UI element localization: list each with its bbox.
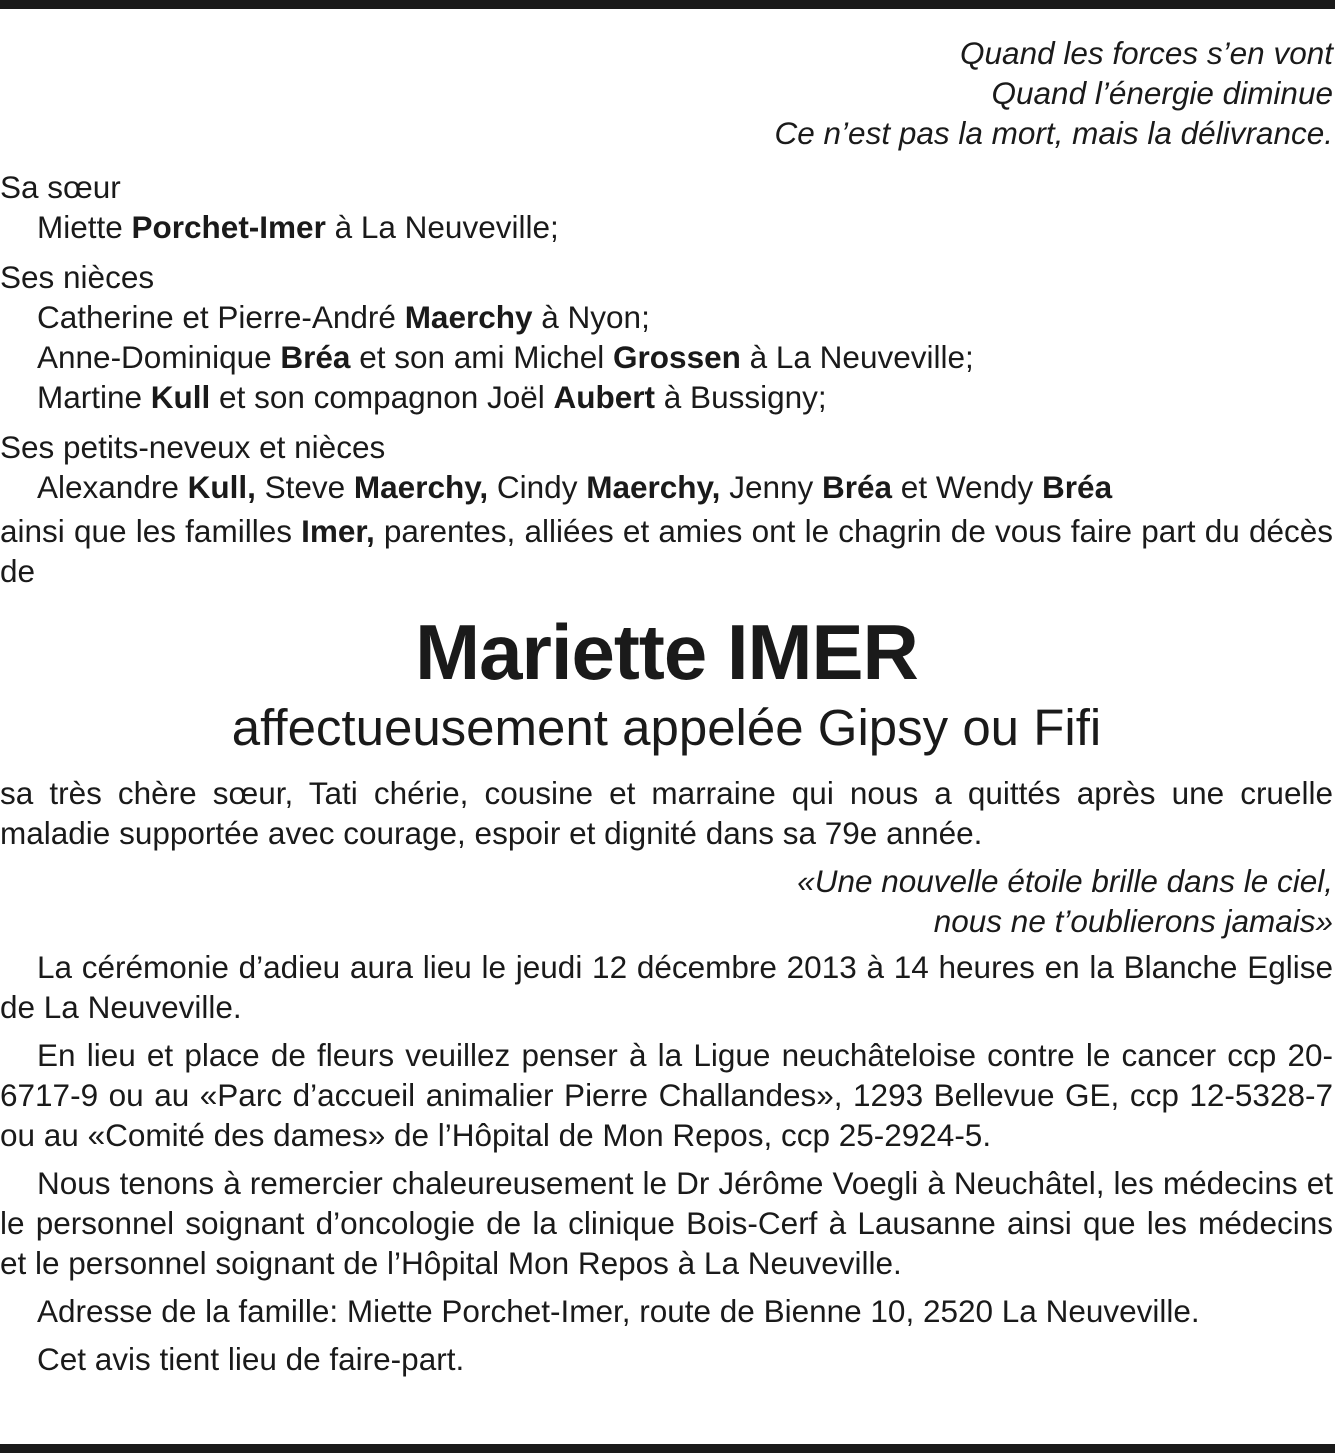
text-run: à La Neuveville;	[740, 339, 974, 375]
donation-paragraph: En lieu et place de fleurs veuillez penser à la Ligue neuchâteloise contre le cancer ccp 20-6717-9 ou au «Parc d’accueil animalier Pierre Challandes», 1293 Bellevue GE, ccp 12-5328-7 ou au «Comité des dames» de l’Hôpital de Mon Repos, ccp 25-2924-5.	[0, 1037, 1333, 1153]
family-group-heading: Ses petits-neveux et nièces	[0, 429, 386, 465]
family-group	[0, 257, 1333, 417]
surname-bold: Imer,	[301, 513, 375, 549]
opening-poem	[0, 33, 1333, 153]
family-group-heading: Ses nièces	[0, 259, 155, 295]
text-run: Martine	[37, 379, 151, 415]
surname-bold: Bréa	[1042, 469, 1113, 505]
quote-line: «Une nouvelle étoile brille dans le ciel,	[797, 863, 1333, 899]
surname-bold: Kull,	[187, 469, 256, 505]
text-run: et Wendy	[892, 469, 1043, 505]
top-rule	[0, 0, 1335, 9]
text-run: et son compagnon Joël	[210, 379, 554, 415]
text-run: Steve	[255, 469, 354, 505]
text-run: Alexandre	[37, 469, 188, 505]
poem-line: Ce n’est pas la mort, mais la délivrance.	[774, 115, 1333, 151]
surname-bold: Maerchy	[404, 299, 533, 335]
surname-bold: Porchet-Imer	[131, 209, 326, 245]
family-member-line	[0, 467, 1333, 507]
thanks-paragraph: Nous tenons à remercier chaleureusement le Dr Jérôme Voegli à Neuchâtel, les médecins et le personnel soignant d’oncologie de la clinique Bois-Cerf à Lausanne ainsi que les médecins et le personnel soignant de l’Hôpital Mon Repos à La Neuveville.	[0, 1165, 1333, 1281]
text-run: Anne-Dominique	[37, 339, 281, 375]
deceased-description: sa très chère sœur, Tati chérie, cousine et marraine qui nous a quittés après une cruelle maladie supportée avec courage, espoir et dignité dans sa 79e année.	[0, 775, 1333, 851]
text-run: Jenny	[720, 469, 822, 505]
family-list	[0, 167, 1333, 507]
deceased-nickname: affectueusement appelée Gipsy ou Fifi	[231, 699, 1102, 756]
text-run: parentes, alliées et amies ont le chagrin de vous faire part du décès de	[0, 513, 1333, 589]
surname-bold: Grossen	[613, 339, 741, 375]
announcement-text	[0, 511, 1333, 591]
family-group	[0, 427, 1333, 507]
text-run: à La Neuveville;	[325, 209, 559, 245]
poem-line: Quand les forces s’en vont	[960, 35, 1333, 71]
notice-paragraph: Cet avis tient lieu de faire-part.	[37, 1341, 465, 1377]
obituary-notice	[0, 33, 1333, 1379]
text-run: Catherine et Pierre-André	[37, 299, 405, 335]
surname-bold: Aubert	[553, 379, 656, 415]
text-run: à Nyon;	[532, 299, 650, 335]
surname-bold: Maerchy,	[586, 469, 721, 505]
text-run: ainsi que les familles	[0, 513, 302, 549]
deceased-name: Mariette IMER	[415, 608, 918, 696]
family-member-line	[0, 337, 1333, 377]
family-address-paragraph: Adresse de la famille: Miette Porchet-Imer, route de Bienne 10, 2520 La Neuveville.	[37, 1293, 1200, 1329]
family-group-heading: Sa sœur	[0, 169, 121, 205]
poem-line: Quand l’énergie diminue	[991, 75, 1333, 111]
memorial-quote	[0, 861, 1333, 941]
bottom-rule	[0, 1444, 1335, 1453]
surname-bold: Bréa	[280, 339, 351, 375]
family-member-line	[0, 207, 1333, 247]
family-group	[0, 167, 1333, 247]
text-run: à Bussigny;	[655, 379, 827, 415]
family-member-line	[0, 377, 1333, 417]
surname-bold: Bréa	[822, 469, 893, 505]
surname-bold: Maerchy,	[353, 469, 489, 505]
ceremony-paragraph: La cérémonie d’adieu aura lieu le jeudi 12 décembre 2013 à 14 heures en la Blanche Eglise de La Neuveville.	[0, 949, 1333, 1025]
text-run: Cindy	[488, 469, 587, 505]
quote-line: nous ne t’oublierons jamais»	[933, 903, 1333, 939]
family-member-line	[0, 297, 1333, 337]
surname-bold: Kull	[150, 379, 211, 415]
text-run: et son ami Michel	[350, 339, 614, 375]
text-run: Miette	[37, 209, 132, 245]
